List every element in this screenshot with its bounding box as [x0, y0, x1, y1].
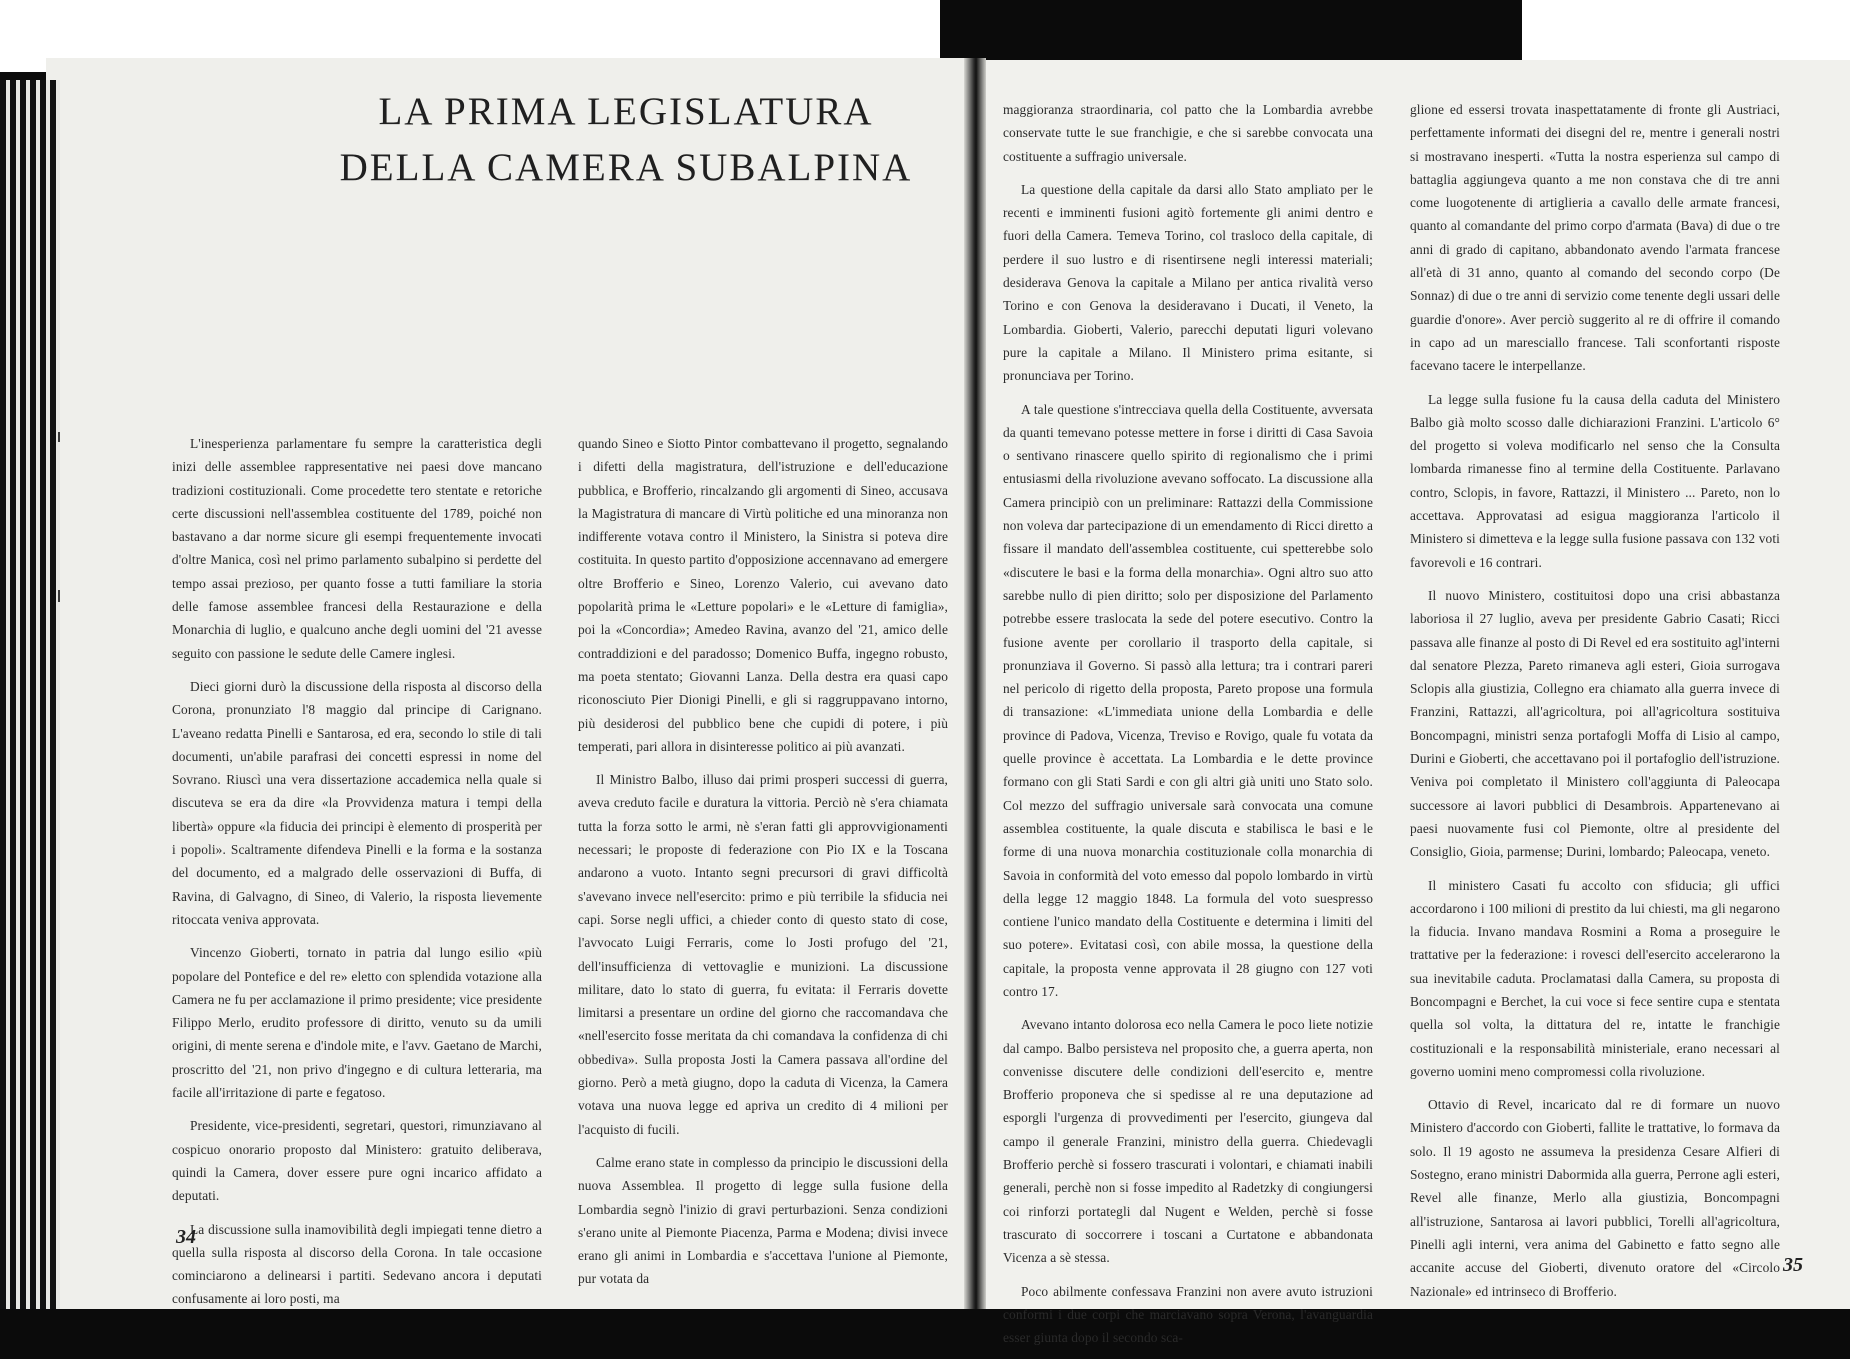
text-column-right-2	[1410, 98, 1780, 1313]
paragraph: Il nuovo Ministero, costituitosi dopo una crisi abbastanza laboriosa il 27 luglio, aveva per presidente Gabrio Casati; Ricci passava alle finanze al posto di Di Revel ed era sostituito agl'interni dal senatore Plezza, Pareto rimaneva agli esteri, Gioia surrogava Sclopis alla giustizia, Collegno era chiamato alla guerra invece di Franzini, Rattazzi, all'agricoltura, poi all'agricoltura sostituiva Boncompagni, ministri senza portafogli Moffa di Lisio al campo, Durini e Gioberti, che accettavano poi il portafoglio dell'istruzione. Veniva poi completato il Ministero coll'aggiunta di Paleocapa successore ai lavori pubblici di Desambrois. Appartenevano ai paesi nuovamente fusi col Piemonte, oltre al presidente del Consiglio, Gioia, parmense; Durini, lombardo; Paleocapa, veneto.	[1410, 587, 1780, 860]
chapter-title	[326, 84, 926, 196]
title-line-1: LA PRIMA LEGISLATURA	[378, 90, 874, 133]
paragraph: Il ministero Casati fu accolto con sfiducia; gli uffici accordarono i 100 milioni di prestito da lui chiesti, ma gli negarono la fiducia. Invano mandava Rosmini a Roma a proseguire le trattative per la federazione: i rovesci dell'esercito accelerarono la sua inevitabile caduta. Proclamatasi dalla Camera, su proposta di Boncompagni e Berchet, la cui voce si fece sentire cupa e stentata quella sol volta, la dittatura del re, intatte le franchigie costituzionali e la responsabilità ministeriale, erano necessari al governo uomini meno compromessi colla rivoluzione.	[1410, 877, 1780, 1079]
paragraph: La questione della capitale da darsi allo Stato ampliato per le recenti e imminenti fusioni agitò fortemente gli animi dentro e fuori della Camera. Temeva Torino, col trasloco della capitale, di perdere il suo lustro e di risentirsene negli interessi materiali; desiderava Genova la capitale a Milano per antica rivalità verso Torino e con Genova la desideravano i Ducati, il Veneto, la Lombardia. Gioberti, Valerio, parecchi deputati liguri volevano pure la capitale a Milano. Il Ministero prima esitante, si pronunciava per Torino.	[1003, 181, 1373, 384]
paragraph: La discussione sulla inamovibilità degli impiegati tenne dietro a quella sulla risposta al discorso della Corona. In tale occasione cominciarono a delinearsi i partiti. Sedevano ancora i deputati confusamente ai loro posti, ma	[172, 1221, 542, 1307]
margin-mark	[58, 590, 60, 602]
paragraph: A tale questione s'intrecciava quella della Costituente, avversata da quanti temevano potesse mettere in forse i diritti di Casa Savoia o sentivano rinascere quello spirito di regionalismo che i primi entusiasmi della rivoluzione avevano soffocato. La discussione alla Camera principiò con un preliminare: Rattazzi della Commissione non voleva dar partecipazione di un emendamento di Ricci diretto a fissare il mandato dell'assemblea costituente, cui spetterebbe solo «discutere le basi e la forma della monarchia». Ogni altro suo atto sarebbe nullo di pien diritto; solo per disposizione del Parlamento potrebbe essere traslocata la sede del potere esecutivo. Contro la fusione avente per corollario il trasporto della capitale, si pronunziava il Governo. Si passò alla lettura; tra i contrari pareri nel pericolo di rigetto della proposta, Pareto propose una formula di transazione: «L'immediata unione della Lombardia e delle province di Padova, Vicenza, Treviso e Rovigo, quale fu votata da quelle province è accettata. La Lombardia e le dette province formano con gli Stati Sardi e con gli altri già uniti uno Stato solo. Col mezzo del suffragio universale sarà convocata una comune assemblea costituente, la quale discuta e stabilisca le basi e le forme di una nuova monarchia costituzionale colla monarchia di Savoia in conformità del voto emesso dal popolo lombardo in virtù della legge 12 maggio 1848. La formula del voto suespresso contiene l'unico mandato della Costituente e determina i limiti del suo potere». Evitatasi così, con abile mossa, la questione della capitale, la proposta venne approvata il 28 giugno con 127 voti contro 17.	[1003, 401, 1373, 999]
page-number-left: 34	[176, 1226, 196, 1248]
title-line-2: DELLA CAMERA SUBALPINA	[339, 146, 913, 189]
paragraph: Dieci giorni durò la discussione della risposta al discorso della Corona, pronunziato l'8 maggio dal principe di Carignano. L'aveano redatta Pinelli e Santarosa, ed era, secondo lo stile di tali documenti, un'abile parafrasi dei concetti espressi in nome del Sovrano. Riuscì una vera dissertazione accademica nella quale si discuteva se era da dire «la Provvidenza matura i tempi della libertà» oppure «la fiducia dei principi è elemento di prosperità per i popoli». Scaltramente difendeva Pinelli e la forma e la sostanza del documento, ed a malgrado delle osservazioni di Buffa, di Ravina, di Galvagno, di Sineo, di Valerio, la risposta lievemente ritoccata veniva approvata.	[172, 678, 542, 927]
paragraph: maggioranza straordinaria, col patto che la Lombardia avrebbe conservate tutte le sue franchigie, e che si sarebbe convocata una costituente a suffragio universale.	[1003, 102, 1373, 164]
text-column-left-1	[172, 432, 542, 1321]
text-column-right-1	[1003, 98, 1373, 1359]
book-page-edges	[0, 80, 60, 1309]
margin-mark	[58, 432, 60, 442]
paragraph: Calme erano state in complesso da principio le discussioni della nuova Assemblea. Il progetto di legge sulla fusione della Lombardia segnò l'inizio di gravi perturbazioni. Senza condizioni s'erano unite al Piemonte Piacenza, Parma e Modena; divisi invece erano gli animi in Lombardia e s'accettava l'unione al Piemonte, pur votata da	[578, 1154, 948, 1287]
paragraph: Il Ministro Balbo, illuso dai primi prosperi successi di guerra, aveva creduto facile e duratura la vittoria. Perciò nè s'era chiamata tutta la forza sotto le armi, nè s'eran fatti gli approvvigionamenti necessari; le proposte di federazione con Pio IX e la Toscana andarono a vuoto. Intanto segni precursori di gravi difficoltà s'avevano invece nell'esercito: primo e più terribile la sfiducia nei capi. Sorse negli uffici, a chieder conto di questo stato di cose, l'avvocato Luigi Ferraris, come lo Josti profugo del '21, dell'insufficienza di vettovaglie e munizioni. La discussione militare, dato lo stato di guerra, fu evitata: il Ferraris dovette limitarsi a presentare un ordine del giorno che raccomandava che «nell'esercito fosse meritata da chi comandava la confidenza di chi obbediva». Sulla proposta Josti la Camera passava all'ordine del giorno. Però a metà giugno, dopo la caduta di Vicenza, la Camera votava una nuova legge ed apriva un credito di 4 milioni per l'acquisto di fucili.	[578, 772, 948, 1137]
paragraph: Poco abilmente confessava Franzini non avere avuto istruzioni conformi i due corpi che marciavano sopra Verona, l'avanguardia esser giunta dopo il secondo sca-	[1003, 1283, 1373, 1346]
paragraph: Avevano intanto dolorosa eco nella Camera le poco liete notizie dal campo. Balbo persisteva nel proposito che, a guerra aperta, non convenisse discutere delle condizioni dell'esercito e, mentre Brofferio proponeva che si spedisse al re una deputazione ad esporgli l'urgenza di provvedimenti per l'esercito, giungeva dal campo il generale Franzini, ministro della guerra. Chiedevagli Brofferio perchè si fossero trascurati i volontari, e chiamati inabili generali, perchè non si fosse impedito al Radetzky di congiungersi coi rinforzi portategli dal Nugent e Welden, perchè si fosse trascurato di soccorrere i toscani a Curtatone e abbandonata Vicenza a sè stessa.	[1003, 1017, 1373, 1266]
paragraph: glione ed essersi trovata inaspettatamente di fronte gli Austriaci, perfettamente informati dei disegni del re, mentre i generali nostri si mostravano inesperti. «Tutta la nostra esperienza sul campo di battaglia aggiungeva quanto a me non constava che di tre anni come luogotenente di artiglieria a cavallo delle armate francesi, quanto al comandante del primo corpo d'armata (Bava) di due o tre anni di grado di capitano, abbandonato avendo l'armata francese all'età di 31 anno, quanto al comando del secondo corpo (De Sonnaz) di due o tre anni di servizio come tenente degli ussari delle guardie d'onore». Aver perciò suggerito al re di offrire il comando in capo ad un maresciallo francese. Tali sconfortanti risposte facevano tacere le interpellanze.	[1410, 102, 1780, 374]
paragraph: La legge sulla fusione fu la causa della caduta del Ministero Balbo già molto scosso dalle dichiarazioni Franzini. L'articolo 6° del progetto si voleva modificarlo nel senso che la Consulta lombarda rimanesse fino al termine della Costituente. Parlavano contro, Sclopis, in favore, Rattazzi, il Ministero ... Pareto, non lo accettava. Approvatasi ad esigua maggioranza l'articolo il Ministero si dimetteva e la legge sulla fusione passava con 132 voti favorevoli e 16 contrari.	[1410, 391, 1780, 570]
book-spine	[964, 58, 986, 1309]
paragraph: Ottavio di Revel, incaricato dal re di formare un nuovo Ministero d'accordo con Gioberti, fallite le trattative, lo formava da solo. Il 19 agosto ne assumeva la presidenza Cesare Alfieri di Sostegno, erano ministri Dabormida alla guerra, Perrone agli esteri, Revel alle finanze, Merlo alla giustizia, Boncompagni all'istruzione, Santarosa ai lavori pubblici, Torelli all'agricoltura, Pinelli agli interni, vera anima del Gabinetto e fatto segno alle accanite accuse del Gioberti, divenuto oratore del «Circolo Nazionale» ed intrinseco di Brofferio.	[1410, 1097, 1780, 1299]
paragraph: Presidente, vice-presidenti, segretari, questori, rimunziavano al cospicuo onorario proposto dal Ministero: gratuito deliberava, quindi la Camera, dover essere pure ogni incarico affidato a deputati.	[172, 1118, 542, 1204]
text-column-left-2	[578, 432, 948, 1301]
paragraph: L'inesperienza parlamentare fu sempre la caratteristica degli inizi delle assemblee rappresentative nei paesi dove mancano tradizioni costituzionali. Come procedette tero stentate e retoriche certe discussioni nell'assemblea costituente del 1789, poiché non bastavano a dar norme sicure gli esempi frequentemente invocati d'oltre Manica, così nel primo parlamento subalpino si perdette del tempo assai prezioso, per quanto fosse a tutti familiare la storia delle famose assemblee francesi della Restaurazione e della Monarchia di luglio, e qualcuno anche degli uomini del '21 avesse seguito con passione le sedute delle Camere inglesi.	[172, 436, 542, 661]
page-number-right: 35	[1783, 1254, 1803, 1276]
paragraph: quando Sineo e Siotto Pintor combattevano il progetto, segnalando i difetti della magistratura, dell'istruzione e dell'educazione pubblica, e Brofferio, rincalzando gli argomenti di Sineo, accusava la Magistratura di mancare di Virtù politiche ed una minoranza non indifferente votava contro il Ministero, la Sinistra si poteva dire costituita. In questo partito d'opposizione accennavano ad emergere oltre Brofferio e Sineo, Lorenzo Valerio, cui avevano dato popolarità prima le «Letture popolari» e le «Letture di famiglia», poi la «Concordia»; Amedeo Ravina, avanzo del '21, amico delle contraddizioni e del paradosso; Domenico Buffa, ingegno robusto, ma poeta stentato; Giovanni Lanza. Della destra era quasi capo riconosciuto Pier Dionigi Pinelli, e gli si raggruppavano intorno, più desiderosi del pubblico bene che cupidi di potere, i più temperati, pari allora in disinteresse politico ai più avanzati.	[578, 436, 948, 754]
paragraph: Vincenzo Gioberti, tornato in patria dal lungo esilio «più popolare del Pontefice e del re» eletto con splendida votazione alla Camera ne fu per acclamazione il primo presidente; vice presidente Filippo Merlo, erudito professore di diritto, venuto su da umili origini, di mente serena e d'indole mite, e l'avv. Gaetano de Marchi, proscritto del '21, non privo d'ingegno e di cultura letteraria, ma facile all'irritazione di parte e fegatoso.	[172, 945, 542, 1101]
